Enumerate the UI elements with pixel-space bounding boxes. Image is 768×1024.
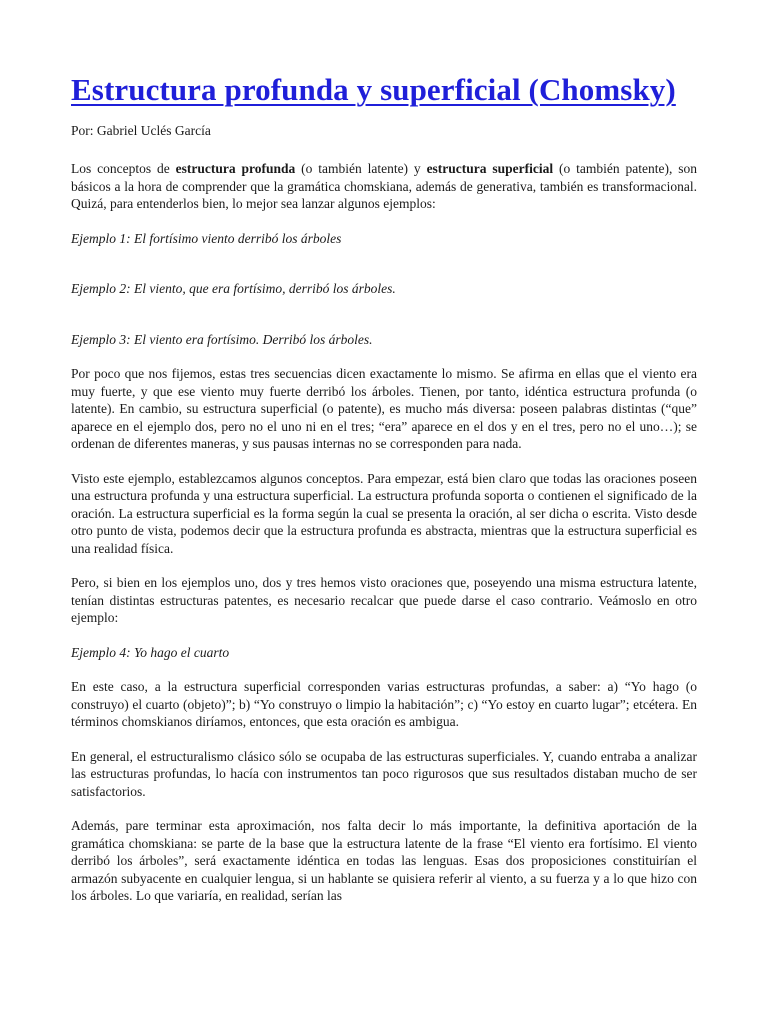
example-3: Ejemplo 3: El viento era fortísimo. Derribó los árboles.: [71, 331, 373, 347]
author-line: Por: Gabriel Uclés García: [71, 123, 211, 138]
example-1: Ejemplo 1: El fortísimo viento derribó los árboles: [71, 230, 342, 246]
article-title[interactable]: Estructura profunda y superficial (Chomsky): [71, 72, 676, 107]
document-page: [71, 70, 697, 905]
paragraph-3: Pero, si bien en los ejemplos uno, dos y tres hemos visto oraciones que, poseyendo una misma estructura latente, tenían distintas estructuras patentes, es necesario recalcar que puede darse el caso contrario. Veámoslo en otro ejemplo:: [71, 575, 697, 625]
term-surface-structure: estructura superficial: [426, 161, 554, 176]
intro-text-2: (o también latente) y: [295, 161, 427, 176]
example-4: Ejemplo 4: Yo hago el cuarto: [71, 644, 230, 660]
paragraph-1: Por poco que nos fijemos, estas tres secuencias dicen exactamente lo mismo. Se afirma en ellas que el viento era muy fuerte, y que ese viento muy fuerte derribó los árboles. Tienen, por tanto, idéntica estructura profunda (o latente). En cambio, su estructura superficial (o patente), es mucho más diversa: poseen palabras distintas (“que” aparece en el ejemplo dos, pero no el uno ni en el tres; “era” aparece en el dos y en el tres, pero no el uno…); se ordenan de diferentes maneras, y sus pausas internas no se corresponden para nada.: [71, 366, 697, 451]
paragraph-2: Visto este ejemplo, establezcamos algunos conceptos. Para empezar, está bien claro que todas las oraciones poseen una estructura profunda y una estructura superficial. La estructura profunda soporta o contienen el significado de la oración. La estructura superficial es la forma según la cual se presenta la oración, al ser dicha o escrita. Visto desde otro punto de vista, podemos decir que la estructura profunda es abstracta, mientras que la estructura superficial es una realidad física.: [71, 470, 697, 556]
intro-text-1: Los conceptos de: [71, 161, 176, 176]
intro-paragraph: [71, 160, 697, 213]
term-deep-structure: estructura profunda: [175, 161, 296, 176]
intro-text-3: (o también patente), son básicos a la hora de comprender que la gramática chomskiana, además de generativa, también es transformacional. Quizá, para entenderlos bien, lo mejor sea lanzar algunos ejemplos:: [71, 161, 697, 211]
paragraph-6: Además, pare terminar esta aproximación, nos falta decir lo más importante, la definitiva aportación de la gramática chomskiana: se parte de la base que la estructura latente de la frase “El viento era fortísimo. El viento derribó los árboles”, será exactamente idéntica en todas las lenguas. Esas dos proposiciones constituirían el armazón subyacente en cualquier lengua, si un hablante se quisiera referir al viento, a su fuerza y a lo que hizo con los árboles. Lo que variaría, en realidad, serían las: [71, 818, 697, 903]
example-2: Ejemplo 2: El viento, que era fortísimo, derribó los árboles.: [71, 281, 396, 296]
paragraph-4: En este caso, a la estructura superficial corresponden varias estructuras profundas, a saber: a) “Yo hago (o construyo) el cuarto (objeto)”; b) “Yo construyo o limpio la habitación”; c) “Yo estoy en cuarto lugar”; etcétera. En términos chomskianos diríamos, entonces, que esta oración es ambigua.: [71, 679, 697, 729]
paragraph-5: En general, el estructuralismo clásico sólo se ocupaba de las estructuras superficiales. Y, cuando entraba a analizar las estructuras profundas, lo hacía con instrumentos tan poco rigurosos que sus resultados distaban mucho de ser satisfactorios.: [71, 748, 697, 799]
